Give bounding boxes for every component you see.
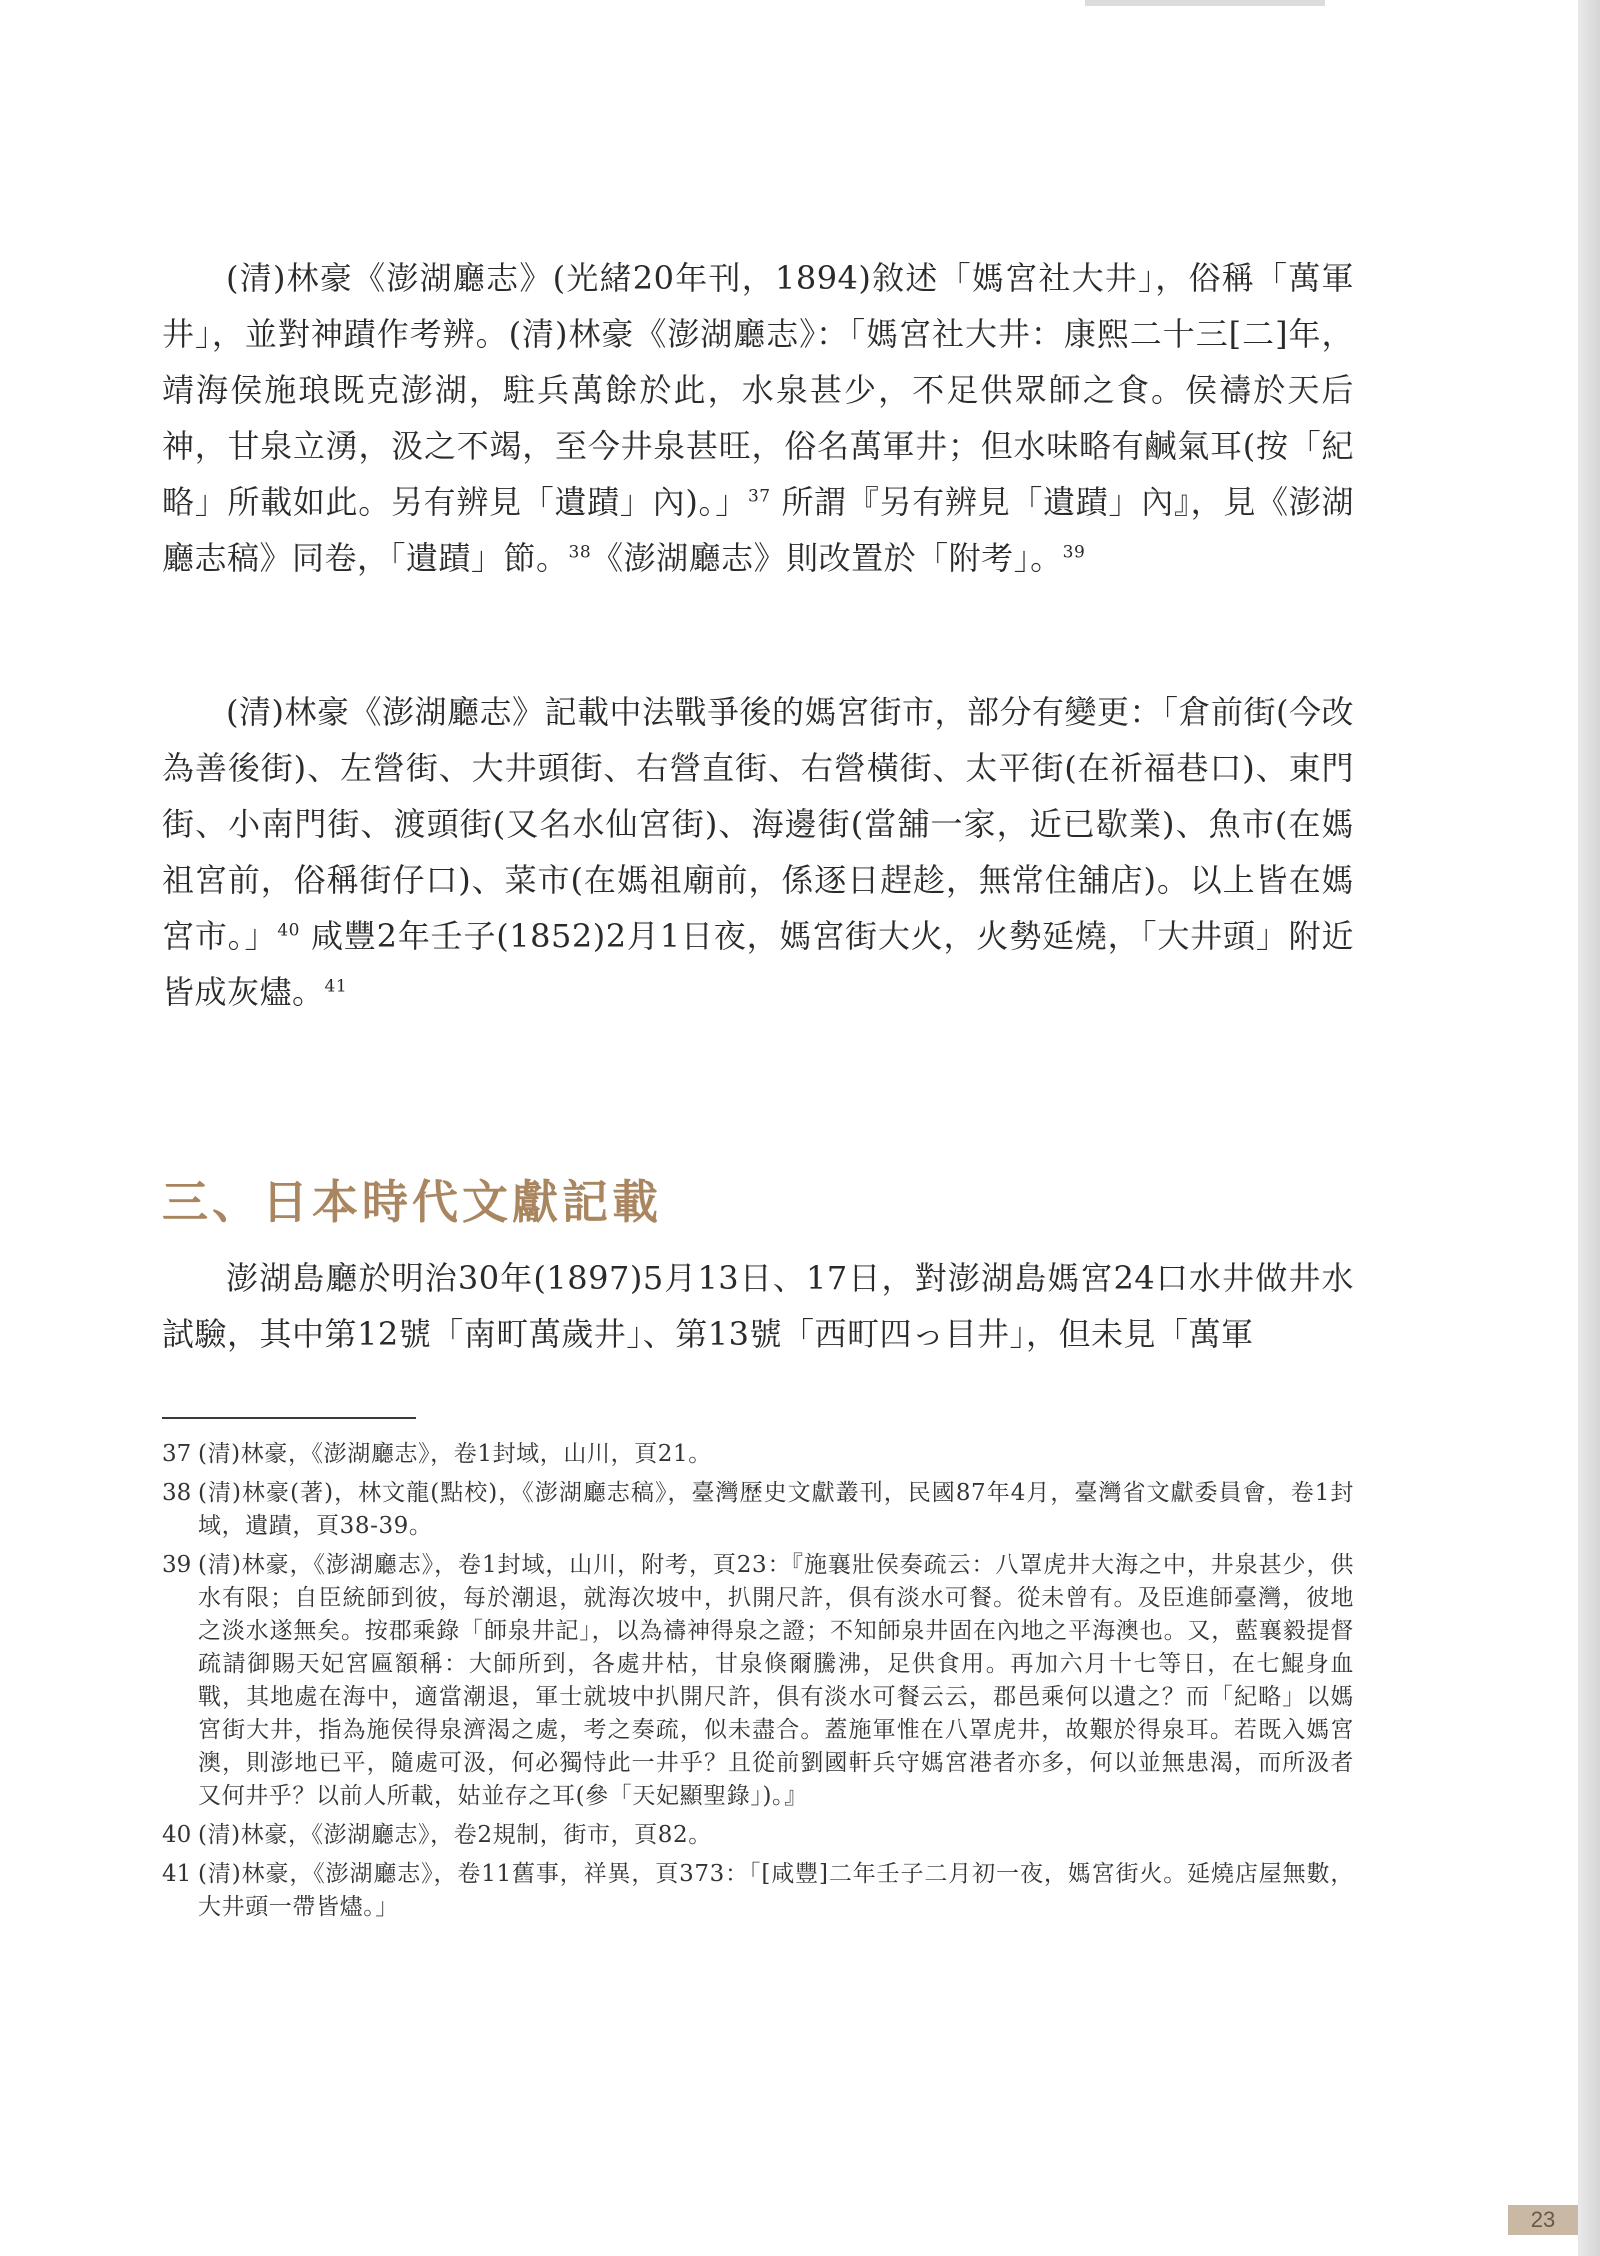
footnote-ref-38[interactable]: 38 [568,542,592,563]
footnote-text: (清)林豪(著)，林文龍(點校)，《澎湖廳志稿》，臺灣歷史文獻叢刊，民國87年4月，臺灣省文獻委員會，卷1封域，遺蹟，頁38-39。 [198,1480,1354,1539]
paragraph-3 [162,1250,1354,1362]
footnote-number: 37 [162,1441,192,1467]
paragraph-2-text-2: 咸豐2年壬子(1852)2月1日夜，媽宮街大火，火勢延燒，「大井頭」附近皆成灰燼。 [162,917,1354,1011]
paragraph-1-text-2: 所謂『另有辨見「遺蹟」內』，見《澎湖廳志稿》同卷，「遺蹟」節。 [162,483,1354,577]
paragraph-1 [162,250,1354,586]
paragraph-2-text: (清)林豪《澎湖廳志》記載中法戰爭後的媽宮街市，部分有變更：「倉前街(今改為善後街)、左營街、大井頭街、右營直街、右營橫街、太平街(在祈福巷口)、東門街、小南門街、渡頭街(又名水仙宮街)、海邊街(當舖一家，近已歇業)、魚市(在媽祖宮前，俗稱街仔口)、菜市(在媽祖廟前，係逐日趕趁，無常住舖店)。以上皆在媽宮市。」 [162,693,1354,955]
footnote-ref-39[interactable]: 39 [1062,542,1086,563]
footnote-ref-40[interactable]: 40 [277,920,300,941]
footnote-text: (清)林豪，《澎湖廳志》，卷1封域，山川，附考，頁23：『施襄壯侯奏疏云：八罩虎井大海之中，井泉甚少，供水有限；自臣統師到彼，每於潮退，就海次坡中，扒開尺許，俱有淡水可餐。從未曾有。及臣進師臺灣，彼地之淡水遂無矣。按郡乘錄「師泉井記」，以為禱神得泉之證；不知師泉井固在內地之平海澳也。又，藍襄毅提督疏請御賜天妃宮匾額稱：大師所到，各處井枯，甘泉倏爾騰沸，足供食用。再加六月十七等日，在七鯤身血戰，其地處在海中，適當潮退，軍士就坡中扒開尺許，俱有淡水可餐云云，郡邑乘何以遺之？而「紀略」以媽宮街大井，指為施侯得泉濟渴之處，考之奏疏，似未盡合。蓋施軍惟在八罩虎井，故艱於得泉耳。若既入媽宮澳，則澎地已平，隨處可汲，何必獨恃此一井乎？且從前劉國軒兵守媽宮港者亦多，何以並無患渴，而所汲者又何井乎？以前人所載，姑並存之耳(參「天妃顯聖錄」)。』 [198,1552,1354,1809]
page-number-badge: 23 [1508,2205,1578,2235]
footnote-39 [162,1549,1354,1813]
top-scan-mark [1085,0,1325,6]
footnote-number: 38 [162,1480,192,1506]
footnote-38 [162,1477,1354,1543]
section-heading: 三、日本時代文獻記載 [162,1175,662,1229]
paragraph-1-text: (清)林豪《澎湖廳志》(光緒20年刊，1894)敘述「媽宮社大井」，俗稱「萬軍井」，並對神蹟作考辨。(清)林豪《澎湖廳志》：「媽宮社大井：康熙二十三[二]年，靖海侯施琅既克澎湖，駐兵萬餘於此，水泉甚少，不足供眾師之食。侯禱於天后神，甘泉立湧，汲之不竭，至今井泉甚旺，俗名萬軍井；但水味略有鹹氣耳(按「紀略」所載如此。另有辨見「遺蹟」內)。」 [162,259,1354,521]
footnote-40 [162,1819,1354,1852]
footnote-ref-41[interactable]: 41 [324,976,348,997]
footnotes-section [162,1438,1354,1930]
footnote-number: 41 [162,1861,192,1887]
footnote-divider [162,1417,416,1419]
footnote-text: (清)林豪，《澎湖廳志》，卷1封域，山川，頁21。 [198,1441,712,1467]
footnote-ref-37[interactable]: 37 [747,486,771,507]
footnote-text: (清)林豪，《澎湖廳志》，卷11舊事，祥異，頁373：「[咸豐]二年壬子二月初一夜，媽宮街火。延燒店屋無數，大井頭一帶皆燼。」 [198,1861,1354,1920]
paragraph-3-text: 澎湖島廳於明治30年(1897)5月13日、17日，對澎湖島媽宮24口水井做井水試驗，其中第12號「南町萬歲井」、第13號「西町四っ目井」，但未見「萬軍 [162,1259,1354,1353]
footnote-text: (清)林豪，《澎湖廳志》，卷2規制，街市，頁82。 [198,1822,712,1848]
paragraph-2 [162,684,1354,1020]
footnote-number: 40 [162,1822,192,1848]
footnote-37 [162,1438,1354,1471]
footnote-41 [162,1858,1354,1924]
footnote-number: 39 [162,1552,192,1578]
page-edge-shadow [1578,0,1600,2256]
paragraph-1-text-3: 《澎湖廳志》則改置於「附考」。 [591,539,1063,577]
